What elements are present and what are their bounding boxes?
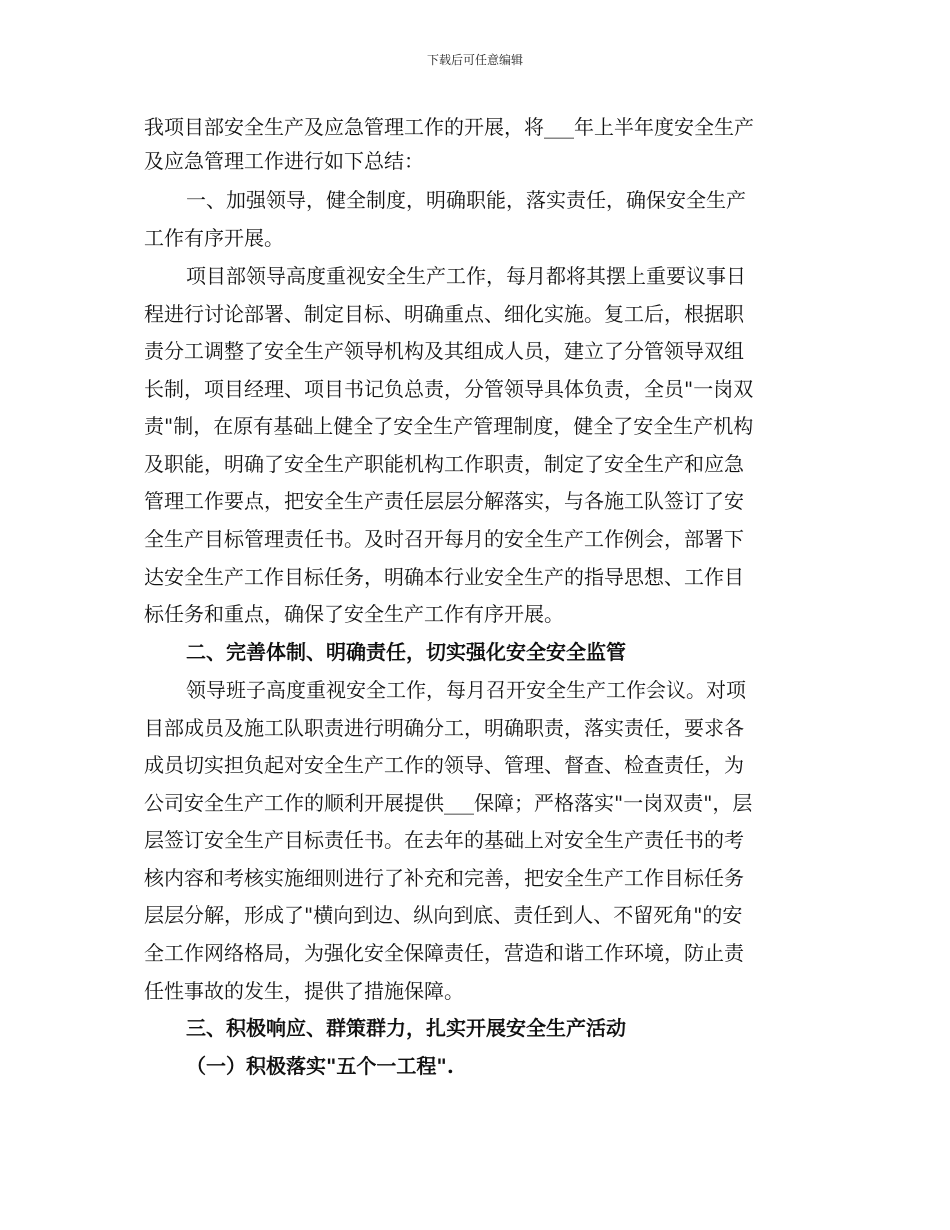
paragraph-line: 标任务和重点，确保了安全生产工作有序开展。: [144, 602, 564, 626]
paragraph-line: 责分工调整了安全生产领导机构及其组成人员，建立了分管领导双组: [144, 339, 744, 363]
paragraph-line: 及职能，明确了安全生产职能机构工作职责，制定了安全生产和应急: [144, 452, 744, 476]
paragraph-line: 核内容和考核实施细则进行了补充和完善，把安全生产工作目标任务: [144, 866, 744, 890]
paragraph-line: 长制，项目经理、项目书记负总责，分管领导具体负责，全员"一岗双: [144, 377, 754, 401]
section-heading-line: 一、加强领导，健全制度，明确职能，落实责任，确保安全生产: [186, 188, 746, 212]
paragraph-line: 项目部领导高度重视安全生产工作，每月都将其摆上重要议事日: [186, 264, 746, 288]
paragraph-line: 层签订安全生产目标责任书。在去年的基础上对安全生产责任书的考: [144, 828, 744, 852]
paragraph-line: 领导班子高度重视安全工作，每月召开安全生产工作会议。对项: [186, 678, 746, 702]
paragraph-line: 我项目部安全生产及应急管理工作的开展，将___年上半年度安全生产: [144, 115, 754, 139]
paragraph-line: 全工作网络格局，为强化安全保障责任，营造和谐工作环境，防止责: [144, 941, 744, 965]
paragraph-line: 任性事故的发生，提供了措施保障。: [144, 979, 464, 1003]
paragraph-line: 全生产目标管理责任书。及时召开每月的安全生产工作例会，部署下: [144, 527, 744, 551]
section-heading-line: 工作有序开展。: [144, 226, 284, 250]
page-header: 下载后可任意编辑: [426, 53, 523, 67]
paragraph-line: 公司安全生产工作的顺利开展提供___保障；严格落实"一岗双责"，层: [144, 791, 753, 815]
paragraph-line: 达安全生产工作目标任务，明确本行业安全生产的指导思想、工作目: [144, 565, 744, 589]
subsection-heading: （一）积极落实"五个一工程".: [186, 1054, 454, 1078]
paragraph-line: 目部成员及施工队职责进行明确分工，明确职责，落实责任，要求各: [144, 716, 744, 740]
paragraph-line: 层层分解，形成了"横向到边、纵向到底、责任到人、不留死角"的安: [144, 903, 743, 927]
section-heading: 三、积极响应、群策群力，扎实开展安全生产活动: [186, 1016, 626, 1040]
paragraph-line: 成员切实担负起对安全生产工作的领导、管理、督查、检查责任，为: [144, 753, 744, 777]
paragraph-line: 程进行讨论部署、制定目标、明确重点、细化实施。复工后，根据职: [144, 302, 744, 326]
paragraph-line: 责"制，在原有基础上健全了安全生产管理制度，健全了安全生产机构: [144, 414, 754, 438]
paragraph-line: 及应急管理工作进行如下总结：: [144, 149, 424, 173]
section-heading: 二、完善体制、明确责任，切实强化安全安全监管: [186, 640, 626, 664]
paragraph-line: 管理工作要点，把安全生产责任层层分解落实，与各施工队签订了安: [144, 489, 744, 513]
